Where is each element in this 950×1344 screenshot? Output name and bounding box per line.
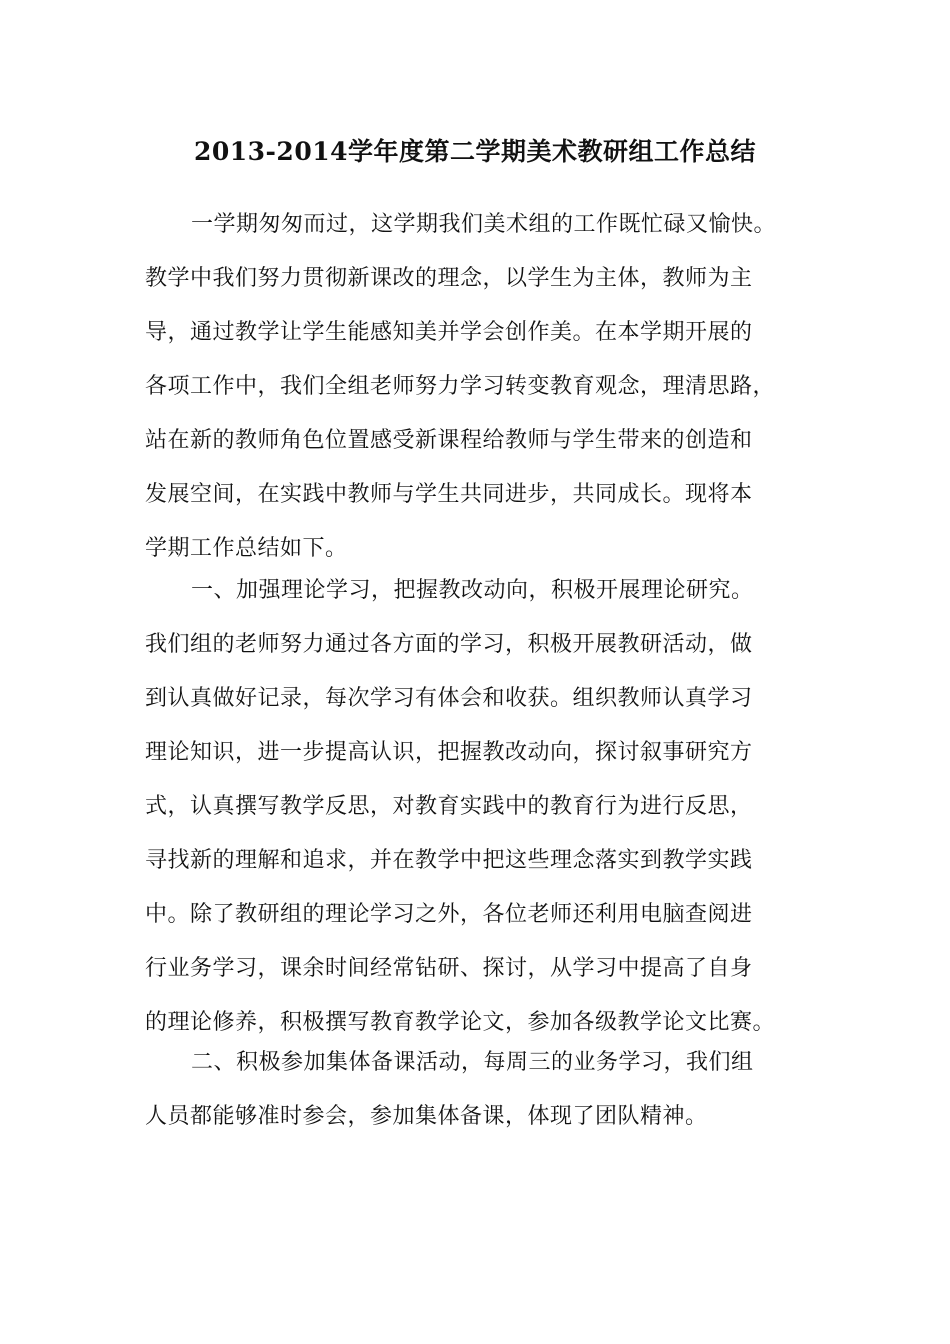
document-title: 2013-2014学年度第二学期美术教研组工作总结: [193, 137, 757, 166]
paragraph-line: 一学期匆匆而过，这学期我们美术组的工作既忙碌又愉快。: [191, 212, 777, 237]
section-heading-line: 二、积极参加集体备课活动，每周三的业务学习，我们组: [191, 1050, 754, 1075]
paragraph-line: 到认真做好记录，每次学习有体会和收获。组织教师认真学习: [145, 686, 753, 711]
paragraph-section-two: [145, 1036, 815, 1144]
paragraph-line: 发展空间，在实践中教师与学生共同进步，共同成长。现将本: [145, 482, 753, 507]
paragraph-line: 教学中我们努力贯彻新课改的理念，以学生为主体，教师为主: [145, 266, 753, 291]
paragraph-line: 导，通过教学让学生能感知美并学会创作美。在本学期开展的: [145, 320, 753, 345]
paragraph-line: 的理论修养，积极撰写教育教学论文，参加各级教学论文比赛。: [145, 1010, 776, 1035]
paragraph-line: 站在新的教师角色位置感受新课程给教师与学生带来的创造和: [145, 428, 753, 453]
paragraph-line: 行业务学习，课余时间经常钻研、探讨，从学习中提高了自身: [145, 956, 753, 981]
paragraph-line: 理论知识，进一步提高认识，把握教改动向，探讨叙事研究方: [145, 740, 753, 765]
paragraph-line: 中。除了教研组的理论学习之外，各位老师还利用电脑查阅进: [145, 902, 753, 927]
paragraph-line: 各项工作中，我们全组老师努力学习转变教育观念，理清思路，: [145, 374, 776, 399]
paragraph-line: 人员都能够准时参会，参加集体备课，体现了团队精神。: [145, 1104, 708, 1129]
paragraph-line: 式，认真撰写教学反思，对教育实践中的教育行为进行反思，: [145, 794, 753, 819]
paragraph-section-one: [145, 564, 815, 1050]
section-heading-line: 一、加强理论学习，把握教改动向，积极开展理论研究。: [191, 578, 754, 603]
paragraph-line: 寻找新的理解和追求，并在教学中把这些理念落实到教学实践: [145, 848, 753, 873]
paragraph-intro: [145, 198, 815, 576]
paragraph-line: 学期工作总结如下。: [145, 536, 348, 561]
paragraph-line: 我们组的老师努力通过各方面的学习，积极开展教研活动，做: [145, 632, 753, 657]
